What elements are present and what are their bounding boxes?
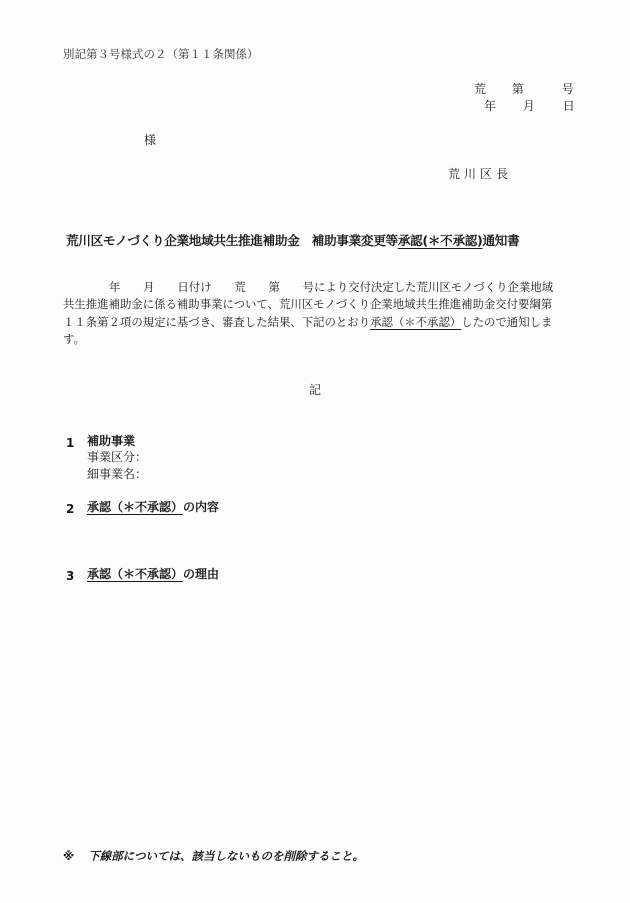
document-date (484, 97, 575, 114)
section-2 (66, 498, 220, 517)
title-suffix: 通知書 (482, 233, 520, 248)
addressee: 様 (144, 133, 157, 147)
section-3-title-suffix: の理由 (183, 567, 220, 581)
title-main: 荒川区モノづくり企業地域共生推進補助金 補助事業変更等 (66, 233, 398, 248)
section-1-title: 補助事業 (87, 434, 136, 448)
section-1-number: 1 (66, 436, 75, 450)
section-2-title-underlined: 承認（＊不承認） (87, 500, 184, 514)
date-year: 年 (484, 99, 497, 113)
body-line-3-post: したので通知しま (461, 314, 553, 329)
body-line-1: 年 月 日付け 荒 第 号により交付決定した荒川区モノづくり企業地域 (109, 280, 554, 294)
document-title (66, 230, 519, 249)
section-1-field-category: 事業区分： (87, 450, 148, 464)
body-line-2: 共生推進補助金に係る補助事業について、荒川区モノづくり企業地域共生推進補助金交付要綱第 (63, 297, 553, 312)
body-line-4: す。 (63, 332, 85, 347)
footnote-text: 下線部については、該当しないものを削除すること。 (88, 849, 364, 863)
section-3 (66, 565, 220, 584)
section-3-number: 3 (66, 569, 75, 583)
ki-heading: 記 (309, 383, 322, 397)
form-number: 別記第３号様式の２（第１１条関係） (63, 47, 259, 61)
document-number (474, 80, 574, 97)
reference-mark-icon: ※ (63, 849, 75, 863)
body-line-3-underlined: 承認（＊不承認） (370, 314, 462, 329)
doc-number-prefix: 荒 (474, 82, 487, 96)
footnote (63, 848, 364, 864)
doc-number-suffix: 号 (561, 82, 574, 96)
issuer: 荒川区長 (448, 167, 513, 181)
date-day: 日 (562, 99, 575, 113)
body-paragraph (63, 279, 573, 349)
section-1-field-subproject: 細事業名： (87, 467, 148, 481)
title-underlined: 承認(＊不承認) (397, 233, 483, 248)
section-1 (66, 432, 136, 451)
section-3-title-underlined: 承認（＊不承認） (87, 567, 184, 581)
body-line-3-pre: １１条第２項の規定に基づき、審査した結果、下記のとおり (63, 314, 371, 329)
section-2-number: 2 (66, 502, 75, 516)
section-2-title-suffix: の内容 (183, 500, 220, 514)
date-month: 月 (522, 99, 535, 113)
doc-number-middle: 第 (511, 82, 524, 96)
